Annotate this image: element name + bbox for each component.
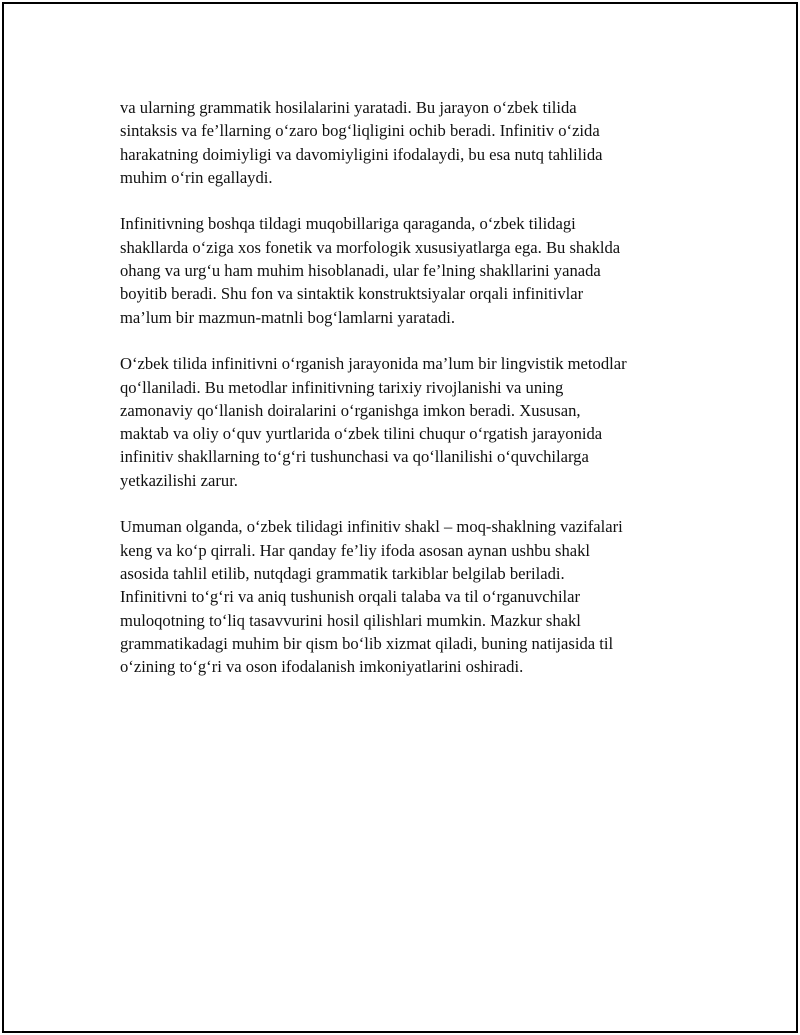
paragraph-line: va ularning grammatik hosilalarini yaratadi. Bu jarayon o‘zbek tilida — [120, 98, 577, 117]
paragraph-4 — [120, 515, 700, 678]
paragraph-3 — [120, 352, 700, 492]
document-body — [120, 96, 700, 702]
paragraph-2 — [120, 212, 700, 328]
paragraph-line: O‘zbek tilida infinitivni o‘rganish jarayonida ma’lum bir lingvistik metodlar — [120, 354, 627, 374]
page-frame — [2, 2, 798, 1033]
paragraph-line: shakllarda o‘ziga xos fonetik va morfologik xususiyatlarga ega. Bu shaklda — [120, 237, 621, 257]
paragraph-line: o‘zining to‘g‘ri va oson ifodalanish imkoniyatlarini oshiradi. — [120, 657, 524, 677]
paragraph-line: boyitib beradi. Shu fon va sintaktik konstruktsiyalar orqali infinitivlar — [120, 284, 584, 304]
paragraph-line: grammatikadagi muhim bir qism bo‘lib xizmat qiladi, buning natijasida til — [120, 633, 614, 653]
paragraph-line: yetkazilishi zarur. — [120, 470, 238, 490]
paragraph-line: muloqotning to‘liq tasavvurini hosil qilishlari mumkin. Mazkur shakl — [120, 610, 581, 630]
paragraph-line: maktab va oliy o‘quv yurtlarida o‘zbek tilini chuqur o‘rgatish jarayonida — [120, 424, 603, 444]
paragraph-line: infinitiv shakllarning to‘g‘ri tushunchasi va qo‘llanilishi o‘quvchilarga — [120, 447, 589, 467]
paragraph-line: Umuman olganda, o‘zbek tilidagi infinitiv shakl – moq-shaklning vazifalari — [120, 517, 623, 537]
paragraph-line: asosida tahlil etilib, nutqdagi grammatik tarkiblar belgilab beriladi. — [120, 563, 565, 583]
paragraph-line: ohang va urg‘u ham muhim hisoblanadi, ular fe’lning shakllarini yanada — [120, 261, 601, 281]
paragraph-line: ma’lum bir mazmun-matnli bog‘lamlarni yaratadi. — [120, 307, 455, 327]
paragraph-line: qo‘llaniladi. Bu metodlar infinitivning tarixiy rivojlanishi va uning — [120, 377, 564, 397]
paragraph-line: sintaksis va fe’llarning o‘zaro bog‘liqligini ochib beradi. Infinitiv o‘zida — [120, 121, 600, 141]
paragraph-line: keng va ko‘p qirrali. Har qanday fe’liy ifoda asosan aynan ushbu shakl — [120, 540, 591, 560]
paragraph-line: harakatning doimiyligi va davomiyligini ifodalaydi, bu esa nutq tahlilida — [120, 144, 603, 164]
paragraph-line: Infinitivni to‘g‘ri va aniq tushunish orqali talaba va til o‘rganuvchilar — [120, 587, 581, 607]
paragraph-line: Infinitivning boshqa tildagi muqobillariga qaraganda, o‘zbek tilidagi — [120, 214, 576, 234]
paragraph-1 — [120, 96, 700, 189]
paragraph-line: muhim o‘rin egallaydi. — [120, 167, 273, 187]
paragraph-line: zamonaviy qo‘llanish doiralarini o‘rganishga imkon beradi. Xususan, — [120, 400, 581, 420]
